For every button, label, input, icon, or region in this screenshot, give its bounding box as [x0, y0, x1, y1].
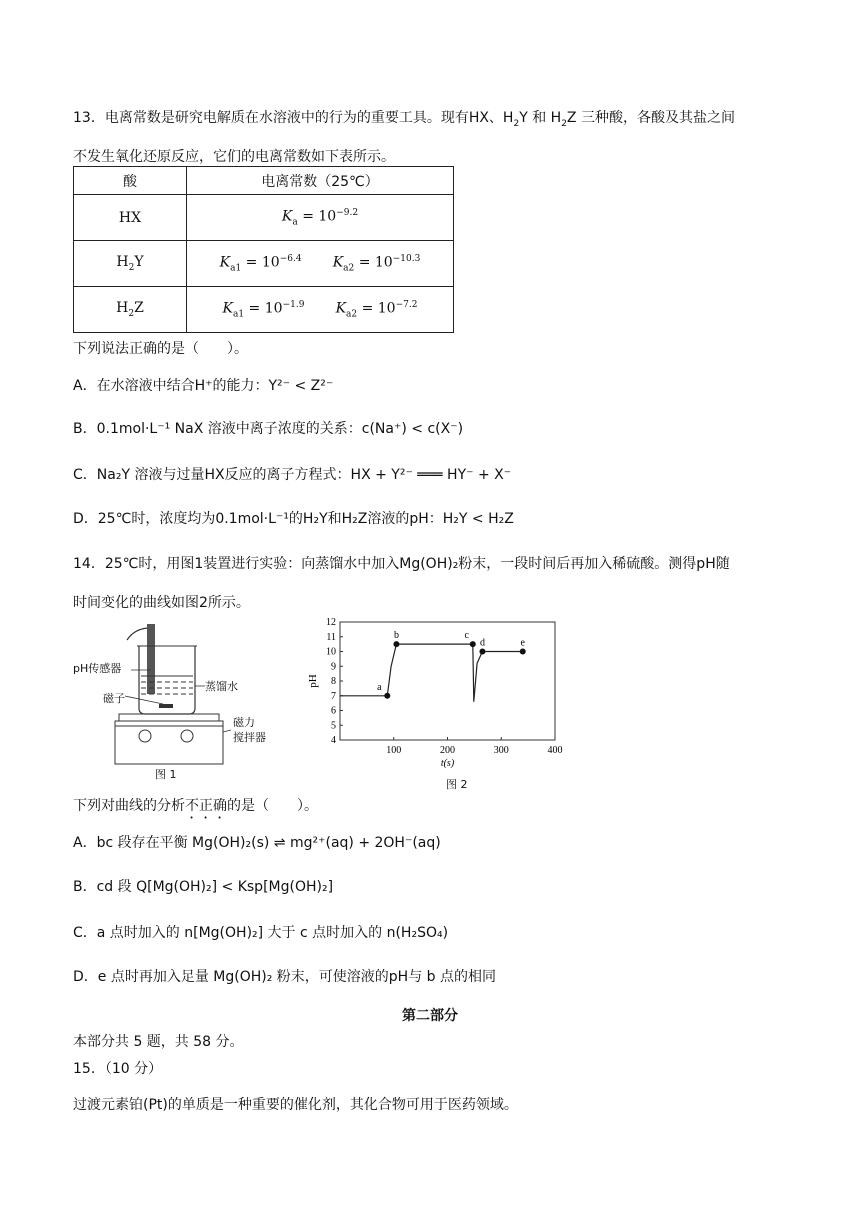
figure-2-caption: 图 2	[446, 778, 468, 791]
ka-cell: $K_{a1} = 10^{-1.9}$ $K_{a2} = 10^{-7.2}$	[187, 287, 454, 333]
y-tick-label: 8	[331, 676, 336, 687]
q13-option-b: B．0.1mol·L⁻¹ NaX 溶液中离子浓度的关系：c(Na⁺) < c(X⁻)	[73, 421, 464, 437]
table-header-constant: 电离常数（25℃）	[187, 167, 454, 195]
point-label-d: d	[479, 637, 485, 649]
q14-stem-line1: 14．25℃时，用图1装置进行实验：向蒸馏水中加入Mg(OH)₂粉末，一段时间后再加入稀硫酸。测得pH随	[73, 556, 730, 572]
table-row	[74, 287, 454, 333]
q13-stem-line1: 13．电离常数是研究电解质在水溶液中的行为的重要工具。现有HX、$H_2Y$ 和 $H_2Z$ 三种酸，各酸及其盐之间	[73, 110, 735, 129]
table-row	[74, 241, 454, 287]
q14-option-c: C．a 点时加入的 n[Mg(OH)₂] 大于 c 点时加入的 n(H₂SO₄)	[73, 925, 449, 941]
point-e	[520, 649, 526, 655]
label-stirrer-2: 搅拌器	[233, 731, 266, 744]
point-d	[479, 649, 485, 655]
point-label-c: c	[464, 630, 469, 642]
table-header-acid: 酸	[74, 167, 187, 195]
q14-stem-line2: 时间变化的曲线如图2所示。	[73, 595, 250, 611]
acid-cell: $H_2Z$	[74, 287, 187, 333]
y-tick-label: 10	[326, 646, 336, 658]
q13-option-d: D．25℃时，浓度均为0.1mol·L⁻¹的H₂Y和H₂Z溶液的pH：H₂Y < H₂Z	[73, 511, 514, 527]
y-tick-label: 5	[331, 720, 336, 732]
label-distilled-water: 蒸馏水	[205, 680, 238, 693]
q15-stem: 过渡元素铂(Pt)的单质是一种重要的催化剂，其化合物可用于医药领域。	[73, 1097, 518, 1113]
x-tick-label: 200	[440, 745, 455, 756]
q14-option-a: A．bc 段存在平衡 Mg(OH)₂(s) ⇌ mg²⁺(aq) + 2OH⁻(aq)	[73, 835, 441, 851]
figure-1-caption: 图 1	[155, 768, 177, 781]
q14-question: 下列对曲线的分析不正确的是（ ）。	[73, 798, 318, 814]
x-tick-label: 100	[386, 745, 402, 756]
q14-option-d: D．e 点时再加入足量 Mg(OH)₂ 粉末，可使溶液的pH与 b 点的相同	[73, 969, 496, 985]
figure-2-ph-chart	[300, 612, 580, 792]
point-label-b: b	[393, 630, 399, 642]
q13-stem-line2: 不发生氧化还原反应，它们的电离常数如下表所示。	[73, 149, 395, 165]
y-tick-label: 6	[331, 705, 336, 717]
y-axis-label: pH	[307, 674, 319, 688]
label-ph-sensor: pH传感器	[73, 662, 122, 675]
y-tick-label: 9	[331, 661, 336, 673]
y-tick-label: 7	[331, 690, 336, 702]
label-magnet: 磁子	[103, 692, 125, 705]
ph-curve	[340, 644, 523, 702]
point-b	[393, 641, 399, 647]
acid-cell: HX	[74, 195, 187, 241]
point-label-a: a	[377, 681, 382, 693]
point-c	[470, 641, 476, 647]
ka-cell: $K_{a1} = 10^{-6.4}$ $K_{a2} = 10^{-10.3}$	[187, 241, 454, 287]
q15-header: 15．（10 分）	[73, 1061, 163, 1077]
x-tick-label: 400	[547, 745, 563, 756]
label-stirrer-1: 磁力	[233, 716, 255, 729]
q14-option-b: B．cd 段 Q[Mg(OH)₂] < Ksp[Mg(OH)₂]	[73, 879, 334, 895]
q13-question: 下列说法正确的是（ ）。	[73, 341, 248, 357]
x-axis-label: t(s)	[440, 758, 455, 769]
ph-chart-svg	[300, 612, 580, 792]
part-two-intro: 本部分共 5 题，共 58 分。	[73, 1034, 244, 1050]
point-a	[384, 693, 390, 699]
ka-cell: $K_a = 10^{-9.2}$	[187, 195, 454, 241]
point-label-e: e	[520, 637, 525, 649]
y-tick-label: 12	[326, 617, 336, 628]
y-tick-label: 4	[331, 735, 336, 746]
acid-cell: $H_2Y$	[74, 241, 187, 287]
ionization-constant-table	[73, 166, 454, 333]
figure-1-apparatus	[73, 618, 285, 788]
part-two-title: 第二部分	[402, 1008, 458, 1024]
y-tick-label: 11	[326, 631, 336, 643]
q13-option-a: A．在水溶液中结合H⁺的能力：Y²⁻ < Z²⁻	[73, 378, 334, 394]
table-row	[74, 195, 454, 241]
q13-option-c: C．Na₂Y 溶液与过量HX反应的离子方程式：HX + Y²⁻ ═══ HY⁻ + X⁻	[73, 467, 512, 483]
x-tick-label: 300	[493, 745, 509, 756]
